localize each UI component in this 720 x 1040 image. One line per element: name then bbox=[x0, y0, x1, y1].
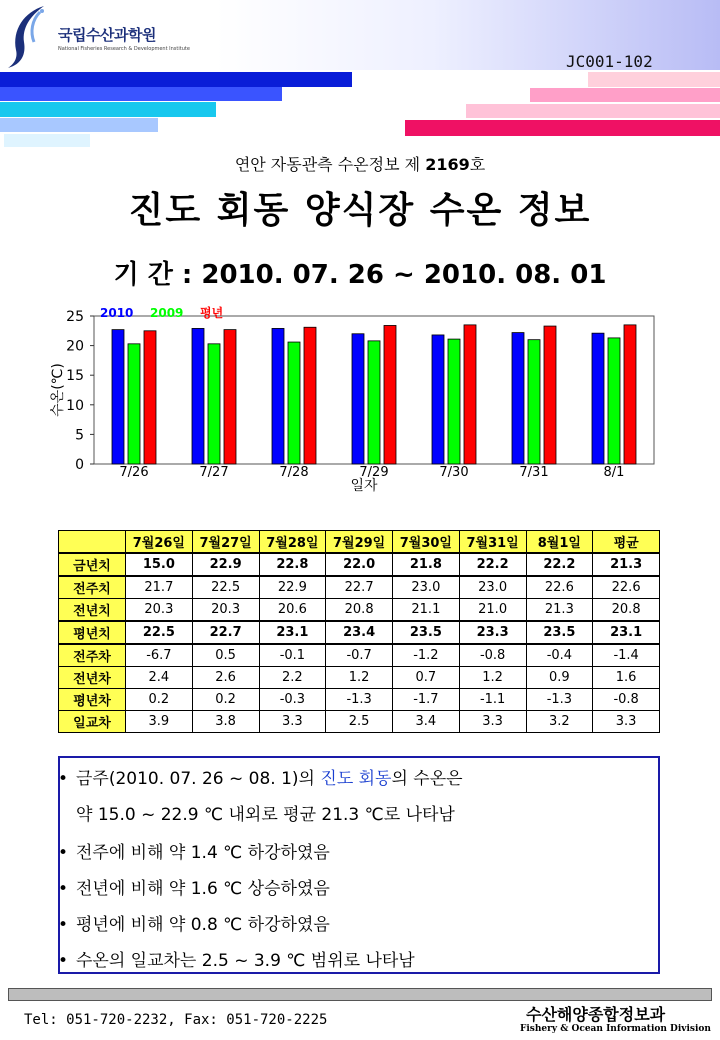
table-cell: -1.3 bbox=[326, 689, 393, 711]
table-cell: 23.1 bbox=[259, 621, 326, 644]
table-cell: 23.3 bbox=[459, 621, 526, 644]
bar-2010 bbox=[112, 330, 124, 464]
table-cell: 22.6 bbox=[593, 576, 660, 599]
table-cell: 23.0 bbox=[393, 576, 460, 599]
table-row bbox=[59, 644, 660, 667]
table-cell: 2.4 bbox=[126, 667, 193, 689]
table-header-cell: 7월31일 bbox=[459, 531, 526, 554]
table-header-row bbox=[59, 531, 660, 554]
bar-평년 bbox=[304, 327, 316, 464]
bar-평년 bbox=[544, 326, 556, 464]
row-label: 전주차 bbox=[59, 644, 126, 667]
page-title: 진도 회동 양식장 수온 정보 bbox=[128, 190, 592, 231]
table-cell: 20.3 bbox=[126, 599, 193, 622]
bar-평년 bbox=[144, 331, 156, 464]
fish-emblem-icon bbox=[4, 2, 64, 70]
table-cell: 22.6 bbox=[526, 576, 593, 599]
table-cell: 23.5 bbox=[526, 621, 593, 644]
bar-2009 bbox=[448, 339, 460, 464]
table-cell: 3.8 bbox=[192, 711, 259, 733]
table-header-cell: 7월28일 bbox=[259, 531, 326, 554]
x-tick-label: 7/26 bbox=[119, 465, 149, 480]
bar-2009 bbox=[608, 338, 620, 464]
table-cell: 22.9 bbox=[259, 576, 326, 599]
row-label: 전년치 bbox=[59, 599, 126, 622]
table-cell: -1.4 bbox=[593, 644, 660, 667]
table-cell: -1.2 bbox=[393, 644, 460, 667]
table-cell: -6.7 bbox=[126, 644, 193, 667]
bullet: • bbox=[58, 879, 69, 899]
table-cell: 3.9 bbox=[126, 711, 193, 733]
contact-info: Tel: 051-720-2232, Fax: 051-720-2225 bbox=[24, 1012, 328, 1028]
table-cell: 1.6 bbox=[593, 667, 660, 689]
bar-2010 bbox=[512, 333, 524, 464]
bar-평년 bbox=[464, 325, 476, 464]
row-label: 평년치 bbox=[59, 621, 126, 644]
footer-bar bbox=[8, 988, 712, 1001]
stripe-right-1 bbox=[588, 72, 720, 87]
table-cell: 22.5 bbox=[126, 621, 193, 644]
bar-2010 bbox=[352, 334, 364, 464]
summary-text: 전년에 비해 약 1.6 ℃ 상승하였음 bbox=[76, 879, 330, 899]
x-tick-label: 7/31 bbox=[519, 465, 549, 480]
x-tick-label: 7/27 bbox=[199, 465, 229, 480]
table-cell: 22.2 bbox=[526, 553, 593, 576]
y-tick-label: 20 bbox=[66, 338, 84, 355]
row-label: 평년차 bbox=[59, 689, 126, 711]
stripe-left-5 bbox=[4, 134, 90, 147]
bar-2010 bbox=[272, 328, 284, 464]
legend-entry: 2009 bbox=[150, 306, 184, 320]
stripe-left-3 bbox=[0, 102, 216, 117]
summary-text: 수온의 일교차는 2.5 ~ 3.9 ℃ 범위로 나타남 bbox=[76, 951, 415, 971]
bullet: • bbox=[58, 843, 69, 863]
table-cell: -0.8 bbox=[593, 689, 660, 711]
bar-2010 bbox=[592, 333, 604, 464]
table-cell: 20.8 bbox=[593, 599, 660, 622]
x-axis-label: 일자 bbox=[350, 478, 378, 494]
stripe-left-1 bbox=[0, 72, 352, 87]
table-cell: 2.6 bbox=[192, 667, 259, 689]
table-cell: 0.5 bbox=[192, 644, 259, 667]
institute-logo bbox=[4, 2, 204, 70]
document-code: JC001-102 bbox=[566, 52, 653, 71]
table-cell: -0.7 bbox=[326, 644, 393, 667]
y-axis-label: 수온(℃) bbox=[50, 363, 66, 417]
table-cell: 22.7 bbox=[192, 621, 259, 644]
y-tick-label: 15 bbox=[66, 368, 84, 385]
summary-line-3 bbox=[58, 838, 330, 863]
row-label: 전주치 bbox=[59, 576, 126, 599]
table-cell: 23.1 bbox=[593, 621, 660, 644]
table-cell: 1.2 bbox=[459, 667, 526, 689]
summary-location: 진도 회동 bbox=[320, 769, 392, 789]
table-cell: -1.1 bbox=[459, 689, 526, 711]
bar-평년 bbox=[624, 325, 636, 464]
table-cell: 22.9 bbox=[192, 553, 259, 576]
legend-entry: 2010 bbox=[100, 306, 134, 320]
table-cell: 3.4 bbox=[393, 711, 460, 733]
table-cell: 3.2 bbox=[526, 711, 593, 733]
table-cell: -1.7 bbox=[393, 689, 460, 711]
bar-2009 bbox=[288, 342, 300, 464]
summary-text: 전주에 비해 약 1.4 ℃ 하강하였음 bbox=[76, 843, 330, 863]
summary-line-1 bbox=[58, 764, 463, 789]
division-name-english: Fishery & Ocean Information Division bbox=[520, 1024, 711, 1034]
stripe-left-2 bbox=[0, 87, 282, 101]
table-cell: 21.1 bbox=[393, 599, 460, 622]
table-cell: 0.7 bbox=[393, 667, 460, 689]
row-label: 일교차 bbox=[59, 711, 126, 733]
legend-entry: 평년 bbox=[200, 306, 224, 320]
bar-2010 bbox=[432, 335, 444, 464]
table-cell: 21.7 bbox=[126, 576, 193, 599]
table-cell: 1.2 bbox=[326, 667, 393, 689]
table-cell: 0.2 bbox=[126, 689, 193, 711]
row-label: 전년차 bbox=[59, 667, 126, 689]
row-label: 금년치 bbox=[59, 553, 126, 576]
table-cell: 21.0 bbox=[459, 599, 526, 622]
table-cell: 22.2 bbox=[459, 553, 526, 576]
summary-text: 금주(2010. 07. 26 ~ 08. 1)의 bbox=[76, 769, 321, 789]
table-cell: 23.5 bbox=[393, 621, 460, 644]
table-cell: -0.8 bbox=[459, 644, 526, 667]
institute-name-english: National Fisheries Research & Development Institute bbox=[58, 46, 190, 52]
table-header-cell: 7월27일 bbox=[192, 531, 259, 554]
table-header-cell: 7월26일 bbox=[126, 531, 193, 554]
table-cell: 23.0 bbox=[459, 576, 526, 599]
bar-2009 bbox=[528, 340, 540, 464]
table-cell: -0.1 bbox=[259, 644, 326, 667]
x-tick-label: 7/29 bbox=[359, 465, 389, 480]
stripe-right-2 bbox=[530, 88, 720, 102]
table-cell: 20.3 bbox=[192, 599, 259, 622]
table-cell: 22.8 bbox=[259, 553, 326, 576]
temperature-table bbox=[58, 530, 660, 733]
bulletin-subtitle bbox=[0, 152, 720, 175]
y-tick-label: 25 bbox=[66, 309, 84, 325]
subtitle-suffix: 호 bbox=[469, 155, 486, 174]
table-cell: 21.8 bbox=[393, 553, 460, 576]
table-cell: 21.3 bbox=[593, 553, 660, 576]
bar-평년 bbox=[224, 330, 236, 464]
table-cell: 15.0 bbox=[126, 553, 193, 576]
table-row bbox=[59, 667, 660, 689]
summary-line-2: 약 15.0 ~ 22.9 ℃ 내외로 평균 21.3 ℃로 나타남 bbox=[76, 805, 455, 825]
table-cell: 22.5 bbox=[192, 576, 259, 599]
summary-text: 평년에 비해 약 0.8 ℃ 하강하였음 bbox=[76, 915, 330, 935]
table-row bbox=[59, 621, 660, 644]
bullet: • bbox=[58, 769, 69, 789]
bullet: • bbox=[58, 951, 69, 971]
bar-2010 bbox=[192, 328, 204, 464]
summary-text: 의 수온은 bbox=[391, 769, 463, 789]
table-cell: 21.3 bbox=[526, 599, 593, 622]
table-cell: 3.3 bbox=[593, 711, 660, 733]
y-tick-label: 5 bbox=[75, 427, 84, 444]
table-header-cell: 7월29일 bbox=[326, 531, 393, 554]
y-tick-label: 10 bbox=[66, 397, 84, 414]
table-cell: 22.0 bbox=[326, 553, 393, 576]
bar-2009 bbox=[208, 344, 220, 464]
temperature-bar-chart bbox=[52, 300, 672, 500]
stripe-left-4 bbox=[0, 118, 158, 132]
bar-2009 bbox=[368, 341, 380, 464]
table-header-cell: 7월30일 bbox=[393, 531, 460, 554]
issue-number: 2169 bbox=[425, 155, 470, 174]
subtitle-prefix: 연안 자동관측 수온정보 제 bbox=[234, 155, 421, 174]
x-tick-label: 7/28 bbox=[279, 465, 309, 480]
table-cell: 20.6 bbox=[259, 599, 326, 622]
bullet: • bbox=[58, 915, 69, 935]
summary-line-4 bbox=[58, 874, 330, 899]
table-cell: 3.3 bbox=[259, 711, 326, 733]
table-row bbox=[59, 711, 660, 733]
stripe-right-4 bbox=[405, 120, 720, 136]
table-cell: 2.2 bbox=[259, 667, 326, 689]
table-row bbox=[59, 599, 660, 622]
table-cell: 20.8 bbox=[326, 599, 393, 622]
division-name-korean: 수산해양종합정보과 bbox=[526, 1005, 666, 1024]
table-cell: 2.5 bbox=[326, 711, 393, 733]
summary-line-6 bbox=[58, 946, 415, 971]
bar-2009 bbox=[128, 344, 140, 464]
table-cell: 22.7 bbox=[326, 576, 393, 599]
summary-line-5 bbox=[58, 910, 330, 935]
table-header-cell: 평균 bbox=[593, 531, 660, 554]
table-row bbox=[59, 576, 660, 599]
table-row bbox=[59, 689, 660, 711]
table-cell: 23.4 bbox=[326, 621, 393, 644]
bar-평년 bbox=[384, 325, 396, 464]
stripe-right-3 bbox=[466, 104, 720, 118]
period-range: 기 간 : 2010. 07. 26 ~ 2010. 08. 01 bbox=[113, 260, 607, 290]
table-cell: -1.3 bbox=[526, 689, 593, 711]
table-header-corner bbox=[59, 531, 126, 554]
table-cell: 3.3 bbox=[459, 711, 526, 733]
table-row bbox=[59, 553, 660, 576]
y-tick-label: 0 bbox=[75, 457, 84, 473]
x-tick-label: 8/1 bbox=[603, 465, 625, 480]
table-cell: 0.9 bbox=[526, 667, 593, 689]
table-cell: 0.2 bbox=[192, 689, 259, 711]
table-header-cell: 8월1일 bbox=[526, 531, 593, 554]
institute-name-korean: 국립수산과학원 bbox=[58, 26, 156, 44]
table-cell: -0.4 bbox=[526, 644, 593, 667]
table-cell: -0.3 bbox=[259, 689, 326, 711]
x-tick-label: 7/30 bbox=[439, 465, 469, 480]
